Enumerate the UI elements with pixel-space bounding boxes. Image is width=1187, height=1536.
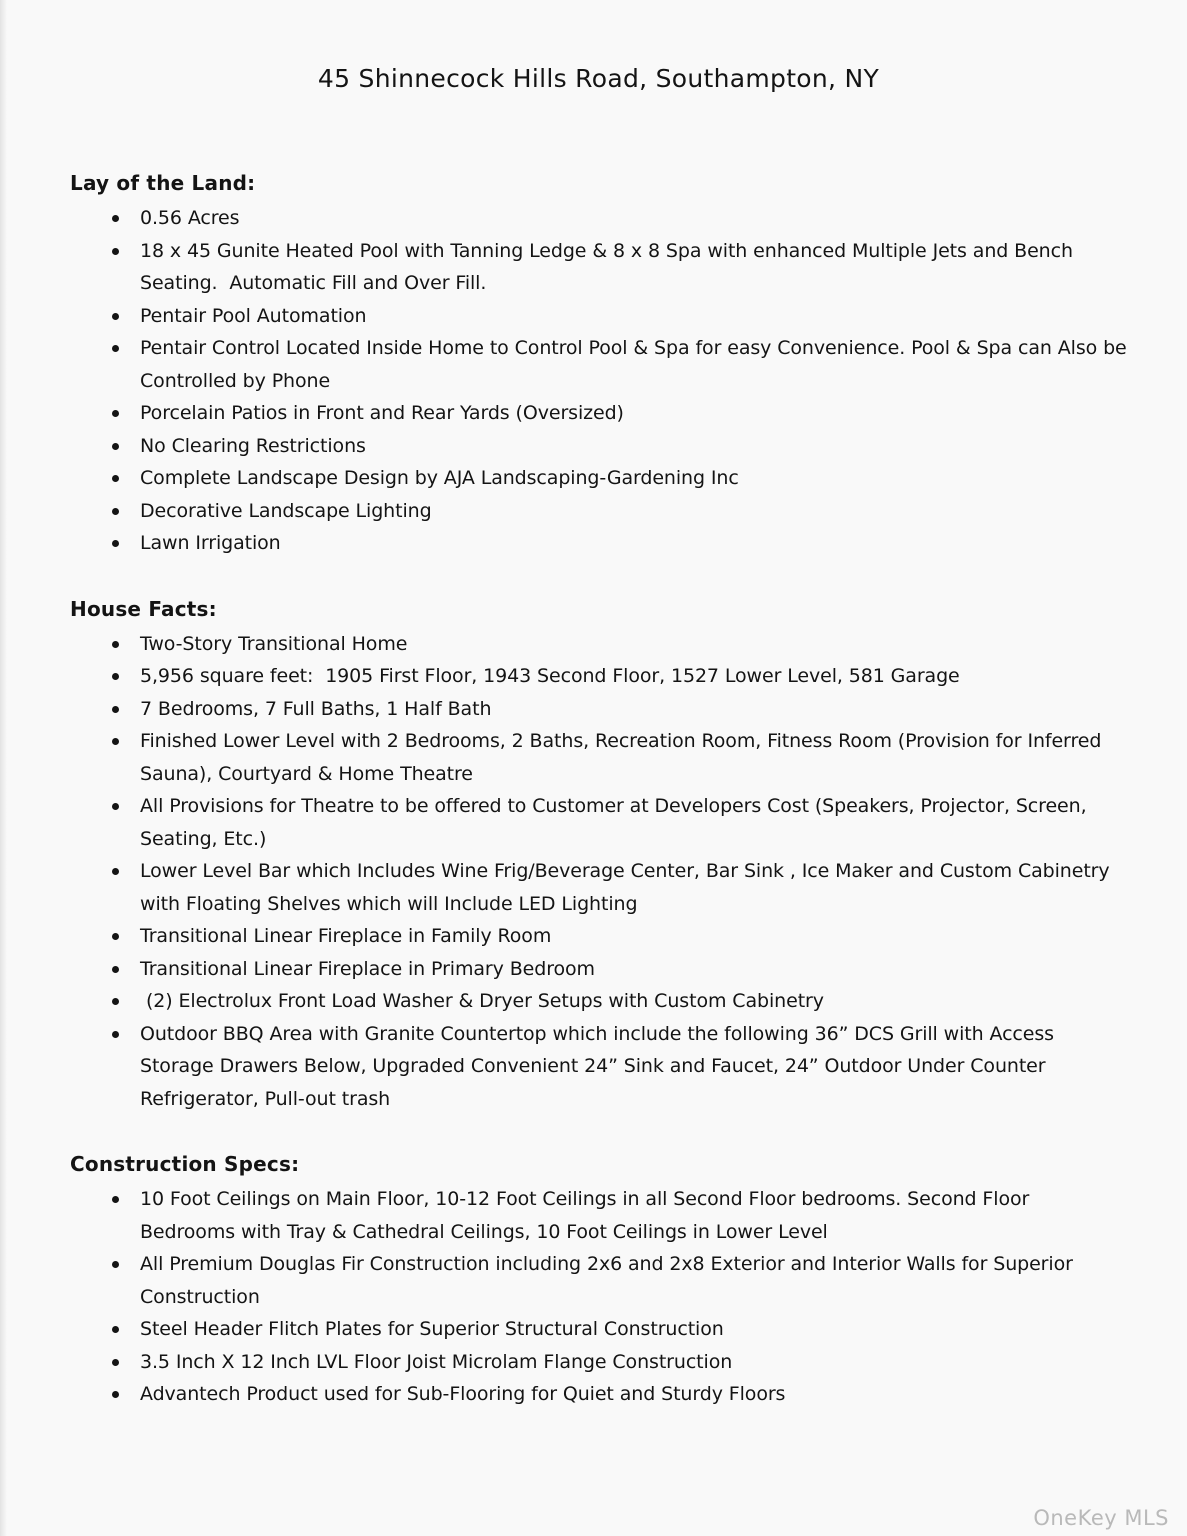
- list-item: Pentair Control Located Inside Home to Control Pool & Spa for easy Convenience. Pool & Spa can Also be Controlled by Phone: [140, 332, 1127, 397]
- list-item: Transitional Linear Fireplace in Primary Bedroom: [140, 953, 1127, 986]
- list-item: Two-Story Transitional Home: [140, 628, 1127, 661]
- list-item: Porcelain Patios in Front and Rear Yards (Oversized): [140, 397, 1127, 430]
- watermark-onekey-mls: OneKey MLS: [1033, 1506, 1169, 1530]
- section-house-facts: [70, 593, 1127, 1116]
- list-item: (2) Electrolux Front Load Washer & Dryer Setups with Custom Cabinetry: [140, 985, 1127, 1018]
- list-item: Finished Lower Level with 2 Bedrooms, 2 Baths, Recreation Room, Fitness Room (Provision for Inferred Sauna), Courtyard & Home Theatre: [140, 725, 1127, 790]
- list-item: 18 x 45 Gunite Heated Pool with Tanning Ledge & 8 x 8 Spa with enhanced Multiple Jets and Bench Seating. Automatic Fill and Over Fill.: [140, 235, 1127, 300]
- section-heading-house-facts: House Facts:: [70, 596, 217, 621]
- house-facts-list: [70, 628, 1127, 1116]
- list-item: Decorative Landscape Lighting: [140, 495, 1127, 528]
- section-heading-construction-specs: Construction Specs:: [70, 1152, 300, 1176]
- page-title: 45 Shinnecock Hills Road, Southampton, NY: [317, 64, 880, 93]
- section-lay-of-the-land: [70, 167, 1133, 560]
- construction-specs-list: [70, 1183, 1127, 1411]
- list-item: All Provisions for Theatre to be offered to Customer at Developers Cost (Speakers, Projector, Screen, Seating, Etc.): [140, 790, 1127, 855]
- list-item: No Clearing Restrictions: [140, 430, 1127, 463]
- list-item: Lower Level Bar which Includes Wine Frig/Beverage Center, Bar Sink , Ice Maker and Custom Cabinetry with Floating Shelves which will Include LED Lighting: [140, 855, 1127, 920]
- list-item: Pentair Pool Automation: [140, 300, 1127, 333]
- section-heading-lay-of-the-land: Lay of the Land:: [70, 171, 256, 195]
- list-item: 0.56 Acres: [140, 202, 1127, 235]
- list-item: 5,956 square feet: 1905 First Floor, 1943 Second Floor, 1527 Lower Level, 581 Garage: [140, 660, 1127, 693]
- list-item: Complete Landscape Design by AJA Landscaping-Gardening Inc: [140, 462, 1127, 495]
- list-item: Advantech Product used for Sub-Flooring for Quiet and Sturdy Floors: [140, 1378, 1127, 1411]
- list-item: Outdoor BBQ Area with Granite Countertop which include the following 36” DCS Grill with Access Storage Drawers Below, Upgraded Convenient 24” Sink and Faucet, 24” Outdoor Under Counter Refrigerator, Pull-out trash: [140, 1018, 1127, 1116]
- list-item: 3.5 Inch X 12 Inch LVL Floor Joist Microlam Flange Construction: [140, 1346, 1127, 1379]
- list-item: Transitional Linear Fireplace in Family Room: [140, 920, 1127, 953]
- list-item: Steel Header Flitch Plates for Superior Structural Construction: [140, 1313, 1127, 1346]
- lay-of-the-land-list: [70, 202, 1133, 560]
- list-item: All Premium Douglas Fir Construction including 2x6 and 2x8 Exterior and Interior Walls for Superior Construction: [140, 1248, 1127, 1313]
- list-item: 7 Bedrooms, 7 Full Baths, 1 Half Bath: [140, 693, 1127, 726]
- list-item: Lawn Irrigation: [140, 527, 1127, 560]
- list-item: 10 Foot Ceilings on Main Floor, 10-12 Foot Ceilings in all Second Floor bedrooms. Second Floor Bedrooms with Tray & Cathedral Ceilings, 10 Foot Ceilings in Lower Level: [140, 1183, 1127, 1248]
- section-construction-specs: [70, 1148, 1127, 1411]
